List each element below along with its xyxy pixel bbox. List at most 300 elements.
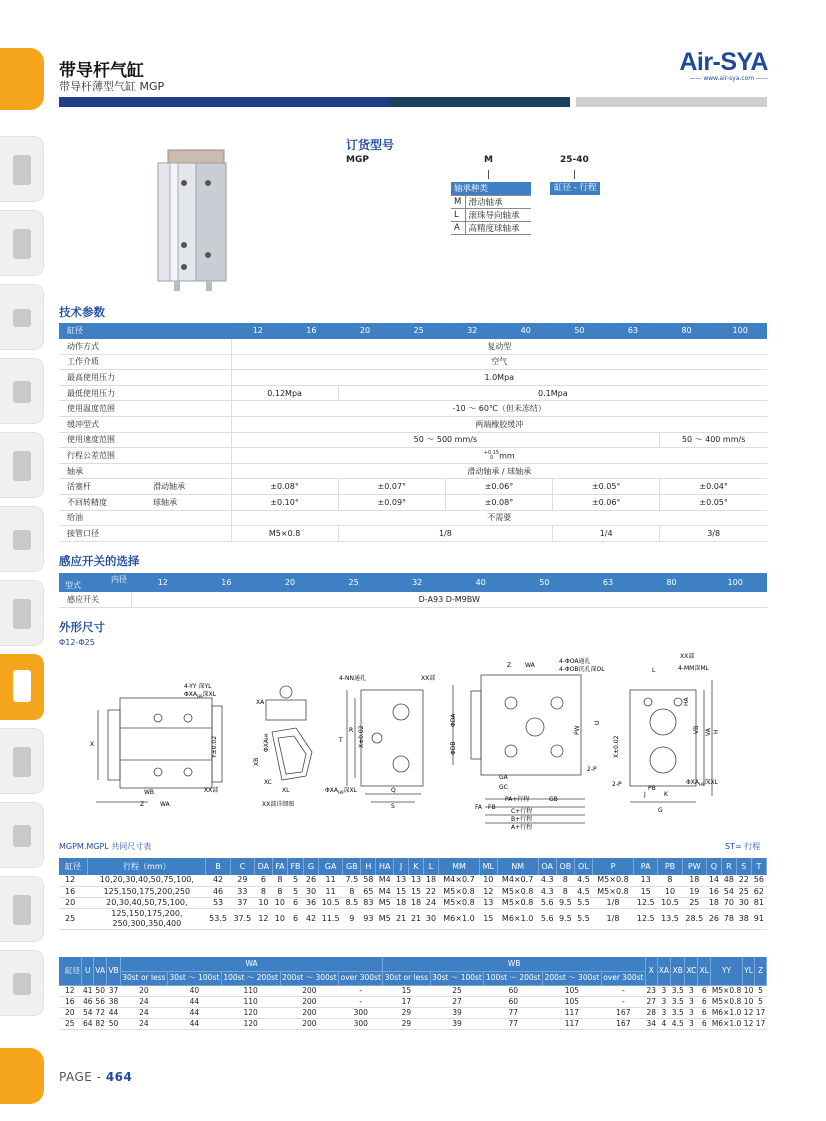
dims-row <box>59 908 767 929</box>
bore-value: 20 <box>258 573 322 592</box>
drawing-label: X±0.02 <box>358 725 365 748</box>
dims-value: 5.6 <box>538 897 556 908</box>
dims-value: 30 <box>424 908 439 929</box>
dims-value: 18 <box>394 897 409 908</box>
drawing-side-view <box>88 668 238 813</box>
dims-stroke-line: 20,30,40,50,75,100, <box>106 897 188 907</box>
wa-value: 3.5 <box>671 1007 684 1017</box>
order-code-range: 25-40 <box>560 155 589 165</box>
dims-value: 30 <box>304 886 319 897</box>
spec-value: ±0.06° <box>553 495 660 511</box>
wa-row <box>59 985 767 996</box>
bottom-tab <box>0 1048 44 1104</box>
dims-value: 54 <box>721 886 736 897</box>
spec-label: 使用速度范围 <box>59 432 231 448</box>
tab-gripper[interactable] <box>0 728 44 794</box>
dims-row <box>59 897 767 908</box>
drawing-label-part: 深XL <box>704 779 718 786</box>
drawing-label: HA <box>683 697 690 706</box>
order-code-bearing: M <box>484 155 493 165</box>
wa-value: 300 <box>339 1018 383 1029</box>
wa-header-cell: YL <box>743 957 755 985</box>
spec-label: 轴承 <box>59 463 231 479</box>
dims-stroke-line: 250,300,350,400 <box>112 918 182 928</box>
drawing-label: H <box>713 729 720 734</box>
drawing-label: 2-P <box>587 766 597 773</box>
spec-value: 0.1Mpa <box>338 385 767 401</box>
drawing-label: 4-MM深ML <box>678 665 709 672</box>
drawing-label: ΦDB <box>450 741 457 755</box>
wa-value: 200 <box>280 985 339 996</box>
dims-value: 56 <box>751 875 766 886</box>
wa-subheader-cell: 30st ～ 100st <box>430 971 484 985</box>
wa-value: 29 <box>383 1007 430 1018</box>
dims-value: 7.5 <box>343 875 361 886</box>
dims-value: 8 <box>556 886 574 897</box>
wa-value: 38 <box>108 996 119 1006</box>
dims-header-cell: OL <box>574 858 592 875</box>
dims-stroke <box>88 875 206 886</box>
wa-subheader-cell: 200st ～ 300st <box>280 971 339 985</box>
dims-value: 9.5 <box>556 908 574 929</box>
drawing-label: XC <box>264 779 272 786</box>
spec-label: 给油 <box>59 510 231 526</box>
drawing-label: ΦDA <box>450 713 457 727</box>
spec-value <box>231 448 767 464</box>
dims-value: 5.5 <box>574 908 592 929</box>
dims-value: 4.5 <box>574 886 592 897</box>
dims-value: 10 <box>480 875 498 886</box>
dims-value: 13 <box>634 875 658 886</box>
wa-value: 17 <box>755 1018 766 1028</box>
dims-header-cell: B <box>206 858 230 875</box>
drawing-end-view <box>608 650 728 820</box>
dims-value: M5 <box>376 897 394 908</box>
drawing-label: XX部 <box>680 653 695 660</box>
dims-value: 10 <box>272 897 287 908</box>
wa-value: 16 <box>59 996 82 1007</box>
dims-value: 78 <box>721 908 736 929</box>
drawing-label: FB <box>488 804 496 811</box>
bore-value: 16 <box>285 323 339 339</box>
wa-value: 167 <box>601 1018 645 1029</box>
drawing-label: PA+行程 <box>505 796 530 803</box>
bearing-key: M <box>451 195 465 208</box>
drawing-label: FA <box>475 804 483 811</box>
dims-value: M5×0.8 <box>438 897 479 908</box>
drawing-label: A+行程 <box>511 824 533 831</box>
tolerance-upper: +0.15 <box>483 449 500 456</box>
dims-value: 37 <box>230 897 254 908</box>
wa-value: 44 <box>108 1007 119 1017</box>
wa-value: - <box>601 985 645 996</box>
specs-title: 技术参数 <box>59 305 105 319</box>
spec-row <box>59 370 767 386</box>
order-connector <box>574 170 575 179</box>
dims-title: 外形尺寸 <box>59 620 105 634</box>
bore-value: 25 <box>322 573 386 592</box>
bearing-table <box>451 182 531 235</box>
spec-value: ±0.08° <box>231 479 338 495</box>
wa-value: 46 <box>83 996 93 1006</box>
product-image <box>150 145 240 295</box>
specs-table <box>59 323 767 542</box>
spec-row <box>59 354 767 370</box>
wa-value: 110 <box>221 996 280 1007</box>
wa-value: 60 <box>484 996 543 1007</box>
dims-value: 19 <box>682 886 706 897</box>
wa-value: 24 <box>120 1018 167 1029</box>
wa-value: 41 <box>83 985 93 995</box>
tubing-icon <box>13 825 31 847</box>
wa-value: 17 <box>383 996 430 1007</box>
wa-header-cell: YY <box>711 957 743 985</box>
wa-row <box>59 996 767 1007</box>
drawing-label-part: ΦXA <box>263 739 270 752</box>
tab-cylinder[interactable] <box>0 506 44 572</box>
drawing-label: VA <box>705 728 712 736</box>
wa-value: 54 <box>83 1007 93 1017</box>
dims-value: 26 <box>706 908 721 929</box>
dims-value: 15 <box>480 908 498 929</box>
logo-url: —— www.air-sya.com —— <box>689 75 768 82</box>
wa-value: 77 <box>484 1018 543 1029</box>
drawing-label: XL <box>282 787 290 794</box>
drawing-label <box>184 690 217 699</box>
spec-row <box>59 495 767 511</box>
dims-value: 1/8 <box>592 908 633 929</box>
drawing-label-part: H9 <box>337 790 344 795</box>
spec-label-main: 活塞杆 <box>67 482 91 492</box>
bearing-header: 轴承种类 <box>451 182 531 195</box>
wa-value: 28 <box>646 1007 657 1017</box>
wa-subheader-cell: 100st ～ 200st <box>484 971 543 985</box>
wb-group-header: WB <box>383 957 646 971</box>
wa-value: 25 <box>430 985 484 996</box>
wa-value: 117 <box>543 1007 602 1018</box>
spec-value: ±0.10° <box>231 495 338 511</box>
spec-label: 行程公差范围 <box>59 448 231 464</box>
dims-value: 33 <box>230 886 254 897</box>
wa-value: - <box>339 985 383 996</box>
bore-value: 63 <box>576 573 640 592</box>
dims-header-cell: K <box>409 858 424 875</box>
category-tabs <box>0 0 44 1121</box>
drawing-label: L <box>652 667 656 674</box>
tab-actuator[interactable] <box>0 580 44 646</box>
drawing-label: Z <box>140 801 145 808</box>
drawing-label: G <box>658 807 663 814</box>
wa-value: 5 <box>755 996 767 1007</box>
dims-value: 53 <box>206 897 230 908</box>
switch-title: 感应开关的选择 <box>59 554 140 568</box>
dims-value: 10.5 <box>658 897 682 908</box>
switch-label: 感应开关 <box>59 592 131 608</box>
switch-row <box>59 592 767 608</box>
drawing-label: Q <box>391 787 396 794</box>
wa-subheader-cell: 100st ～ 200st <box>221 971 280 985</box>
spec-row <box>59 339 767 355</box>
dims-header-cell: PW <box>682 858 706 875</box>
wa-header-cell: XB <box>671 957 685 985</box>
bore-value: 25 <box>392 323 446 339</box>
dims-value: M5 <box>376 908 394 929</box>
spec-row <box>59 417 767 433</box>
dims-value: 81 <box>751 897 766 908</box>
spec-value: ±0.04° <box>660 479 767 495</box>
bore-value: 40 <box>449 573 513 592</box>
wa-header-row <box>59 957 767 971</box>
spec-value: ±0.05° <box>660 495 767 511</box>
spec-value: 滑动轴承 / 球轴承 <box>231 463 767 479</box>
wa-value: 167 <box>601 1007 645 1018</box>
bore-value: 20 <box>338 323 392 339</box>
drawing-label-part: H9 <box>264 733 269 740</box>
dims-value: 10 <box>272 908 287 929</box>
wa-value: 3 <box>685 996 698 1007</box>
wa-value: 3 <box>657 996 671 1007</box>
dims-value: 11 <box>318 875 342 886</box>
regulator-icon <box>13 229 31 259</box>
dims-value: 18 <box>682 875 706 886</box>
drawing-top-view <box>445 655 605 835</box>
guided-cylinder-icon <box>13 670 31 702</box>
wa-value: 110 <box>221 985 280 996</box>
dims-value: 8 <box>343 886 361 897</box>
tab-guided-cylinder[interactable] <box>0 654 44 720</box>
fitting-icon <box>13 381 31 403</box>
dims-value: 38 <box>736 908 751 929</box>
spec-value: 50 ～ 500 mm/s <box>231 432 660 448</box>
wa-value: 3.5 <box>671 985 684 995</box>
page-num: 464 <box>105 1070 133 1084</box>
wa-value: 39 <box>430 1007 484 1018</box>
wa-row <box>59 1007 767 1018</box>
drawing-label: WA <box>160 801 170 808</box>
tab-tubing[interactable] <box>0 802 44 868</box>
wa-value: 6 <box>698 985 711 996</box>
tab-accessory[interactable] <box>0 950 44 1016</box>
wa-value: 23 <box>646 985 657 995</box>
dims-value: 8 <box>255 886 273 897</box>
bore-value: 100 <box>703 573 767 592</box>
wa-value: 56 <box>95 996 105 1006</box>
dims-value: 6 <box>287 908 303 929</box>
dims-value: 18 <box>706 897 721 908</box>
dims-header-cell: 缸径 <box>59 858 88 875</box>
dims-value: 15 <box>634 886 658 897</box>
dims-value: 13 <box>394 875 409 886</box>
wa-subheader-cell: 30st ～ 100st <box>167 971 221 985</box>
spec-row <box>59 479 767 495</box>
spec-label-main: 不回转精度 <box>67 497 107 507</box>
wa-value: 34 <box>646 1018 657 1028</box>
drawing-label-part: 深XL <box>343 787 357 794</box>
dims-header-cell: Q <box>706 858 721 875</box>
dims-value: 26 <box>304 875 319 886</box>
accessory-icon <box>13 973 31 995</box>
dims-value: M6×1.0 <box>497 908 538 929</box>
drawing-label-part: ΦXA <box>325 787 338 794</box>
bore-label: 缸径 <box>59 323 231 339</box>
wa-header-cell: 缸径 <box>59 957 82 985</box>
wa-value: 17 <box>755 1007 766 1017</box>
tab-filter[interactable] <box>0 136 44 202</box>
drawing-label-part: H9 <box>698 782 705 787</box>
wa-row <box>59 1018 767 1029</box>
wa-subheader-cell: over 300st <box>339 971 383 985</box>
tolerance-unit: mm <box>499 451 515 461</box>
drawing-label: XX部 <box>421 675 436 682</box>
dims-value: 13.5 <box>658 908 682 929</box>
switch-value: D-A93 D-M9BW <box>131 592 767 608</box>
bearing-key: L <box>451 208 465 221</box>
dims-value: 15 <box>409 886 424 897</box>
drawing-label: GA <box>499 774 508 781</box>
wa-value: 200 <box>280 996 339 1007</box>
dims-value: 8 <box>272 886 287 897</box>
bore-value: 50 <box>553 323 607 339</box>
st-note: ST= 行程 <box>725 842 761 851</box>
wa-value: 82 <box>95 1018 105 1028</box>
dims-value: 5 <box>287 875 303 886</box>
dims-value: M5×0.8 <box>438 886 479 897</box>
dims-value: 8.5 <box>343 897 361 908</box>
dims-value: 93 <box>361 908 376 929</box>
tab-regulator[interactable] <box>0 210 44 276</box>
dims-bore: 16 <box>59 886 88 897</box>
wa-value: 4 <box>657 1018 671 1029</box>
dims-value: 53.5 <box>206 908 230 929</box>
wa-value: 40 <box>167 985 221 996</box>
wa-value: 27 <box>430 996 484 1007</box>
drawing-label: 4-NN通孔 <box>339 675 366 682</box>
dims-value: 36 <box>304 897 319 908</box>
order-code-model: MGP <box>346 155 369 165</box>
spec-value: 空气 <box>231 354 767 370</box>
dims-value: 8 <box>556 875 574 886</box>
wa-header-cell: XC <box>685 957 698 985</box>
tab-solenoid[interactable] <box>0 432 44 498</box>
dims-value: 62 <box>751 886 766 897</box>
drawing-label: 4-YY 深YL <box>184 683 212 690</box>
drawing-label: X <box>90 741 95 748</box>
drawing-label-part: ΦXA <box>686 779 699 786</box>
dims-header-cell: C <box>230 858 254 875</box>
header-bar-gray <box>576 97 767 107</box>
dims-value: 11.5 <box>318 908 342 929</box>
switch-header-row <box>59 573 767 592</box>
spec-value: 复动型 <box>231 339 767 355</box>
dims-value: 91 <box>751 908 766 929</box>
spec-row <box>59 510 767 526</box>
wa-header-cell: U <box>82 957 94 985</box>
dims-header-cell: H <box>361 858 376 875</box>
dims-value: 22 <box>736 875 751 886</box>
wa-value: 77 <box>484 1007 543 1018</box>
wa-value: 200 <box>280 1018 339 1029</box>
dims-value: 8 <box>272 875 287 886</box>
dims-stroke <box>88 886 206 897</box>
dims-header-cell: GB <box>343 858 361 875</box>
gripper-icon <box>13 747 31 777</box>
wa-value: 4.5 <box>671 1018 684 1028</box>
spec-row <box>59 448 767 464</box>
silencer-icon <box>13 895 31 925</box>
wa-value: 50 <box>95 985 105 995</box>
drawing-label: K <box>664 791 668 798</box>
header-bar-teal <box>390 97 570 107</box>
spec-label: 最高使用压力 <box>59 370 231 386</box>
wa-group-header: WA <box>120 957 383 971</box>
wa-subheader-cell: 200st ～ 300st <box>543 971 602 985</box>
drawing-label: VB <box>693 725 700 734</box>
dims-value: 13 <box>409 875 424 886</box>
dims-value: 83 <box>361 897 376 908</box>
dims-header-cell: PB <box>658 858 682 875</box>
dims-header-cell: OB <box>556 858 574 875</box>
tab-fitting[interactable] <box>0 358 44 424</box>
dims-value: 13 <box>480 897 498 908</box>
wa-value: 24 <box>120 996 167 1007</box>
tab-silencer[interactable] <box>0 876 44 942</box>
dims-value: 11 <box>318 886 342 897</box>
drawing-label: 4-ΦOB沉孔深OL <box>559 666 605 673</box>
dims-value: 4.3 <box>538 886 556 897</box>
bearing-label: 滑动轴承 <box>465 195 531 208</box>
tab-valve[interactable] <box>0 284 44 350</box>
dims-value: M4 <box>376 886 394 897</box>
wa-value: 300 <box>339 1007 383 1018</box>
spec-value: 1/8 <box>338 526 552 542</box>
spec-label-sub: 滑动轴承 <box>153 482 185 492</box>
wa-value: 3 <box>685 985 698 996</box>
drawing-label: PB <box>648 785 656 792</box>
dims-header-cell: FA <box>272 858 287 875</box>
dims-value: 21 <box>409 908 424 929</box>
bearing-label: 滚珠导向轴承 <box>465 208 531 221</box>
order-title: 订货型号 <box>346 138 395 152</box>
switch-table <box>59 573 767 608</box>
wa-value: 50 <box>108 1018 119 1028</box>
dims-header-cell: G <box>304 858 319 875</box>
wa-value: 27 <box>646 996 657 1006</box>
wa-value: 6 <box>698 1007 711 1018</box>
dims-row <box>59 875 767 886</box>
spec-value: ±0.05° <box>553 479 660 495</box>
drawing-label: GC <box>499 784 508 791</box>
dims-value: 6 <box>287 897 303 908</box>
wa-value: 44 <box>167 1018 221 1029</box>
bore-label: 内径 <box>111 575 127 584</box>
drawing-label: XA <box>256 699 265 706</box>
wa-value: 3 <box>657 1007 671 1018</box>
dims-value: 42 <box>304 908 319 929</box>
wa-value: 64 <box>83 1018 93 1028</box>
order-connector <box>488 170 489 179</box>
wa-header-cell: Z <box>755 957 767 985</box>
logo-text: Air-SYA <box>679 48 768 76</box>
wa-value: 6 <box>698 1018 711 1029</box>
page-number <box>59 1070 132 1084</box>
wa-value: 29 <box>383 1018 430 1029</box>
bore-value: 80 <box>640 573 704 592</box>
dims-header-cell: S <box>736 858 751 875</box>
wa-value: 44 <box>167 996 221 1007</box>
filter-icon <box>13 155 31 185</box>
drawing-label: PW <box>574 725 581 735</box>
drawing-label: B+行程 <box>511 816 533 823</box>
